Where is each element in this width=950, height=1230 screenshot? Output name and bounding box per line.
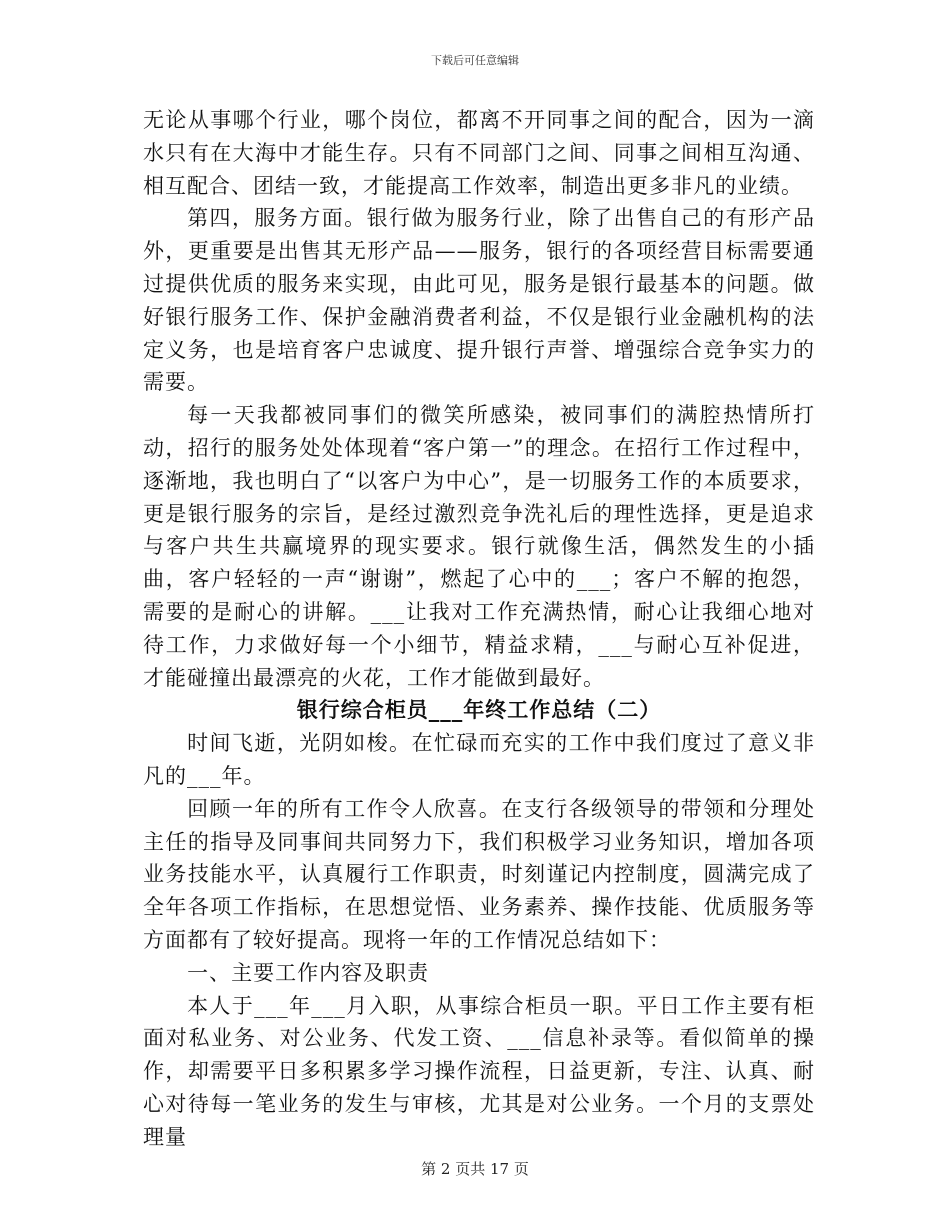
page-footer: 第 2 页共 17 页	[421, 1160, 529, 1178]
paragraph-time-flies: 时间飞逝，光阴如梭。在忙碌而充实的工作中我们度过了意义非凡的___年。	[143, 731, 815, 788]
document-body	[143, 104, 815, 1154]
section-heading-duties: 一、主要工作内容及职责	[187, 960, 430, 985]
paragraph-service: 第四，服务方面。银行做为服务行业，除了出售自己的有形产品外，更重要是出售其无形产品——服务，银行的各项经营目标需要通过提供优质的服务来实现，由此可见，服务是银行最基本的问题。做好银行服务工作、保护金融消费者利益，不仅是银行业金融机构的法定义务，也是培育客户忠诚度、提升银行声誉、增强综合竞争实力的需要。	[143, 206, 815, 395]
paragraph-teamwork: 无论从事哪个行业，哪个岗位，都离不开同事之间的配合，因为一滴水只有在大海中才能生存。只有不同部门之间、同事之间相互沟通、相互配合、团结一致，才能提高工作效率，制造出更多非凡的业绩。	[143, 108, 815, 198]
paragraph-review: 回顾一年的所有工作令人欣喜。在支行各级领导的带领和分理处主任的指导及同事间共同努力下，我们积极学习业务知识，增加各项业务技能水平，认真履行工作职责，时刻谨记内控制度，圆满完成了全年各项工作指标，在思想觉悟、业务素养、操作技能、优质服务等方面都有了较好提高。现将一年的工作情况总结如下：	[143, 796, 815, 952]
section-title: 银行综合柜员___年终工作总结（二）	[296, 698, 662, 723]
page-header: 下载后可任意编辑	[431, 54, 519, 67]
paragraph-duties: 本人于___年___月入职，从事综合柜员一职。平日工作主要有柜面对私业务、对公业务、代发工资、___信息补录等。看似简单的操作，却需要平日多积累多学习操作流程，日益更新，专注、认真、耐心对待每一笔业务的发生与审核，尤其是对公业务。一个月的支票处理量	[143, 993, 815, 1149]
paragraph-customer-first: 每一天我都被同事们的微笑所感染，被同事们的满腔热情所打动，招行的服务处处体现着“客户第一”的理念。在招行工作过程中，逐渐地，我也明白了“以客户为中心”，是一切服务工作的本质要求，更是银行服务的宗旨，是经过激烈竞争洗礼后的理性选择，更是追求与客户共生共赢境界的现实要求。银行就像生活，偶然发生的小插曲，客户轻轻的一声“谢谢”，燃起了心中的___；客户不解的抱怨，需要的是耐心的讲解。___让我对工作充满热情，耐心让我细心地对待工作，力求做好每一个小细节，精益求精，___与耐心互补促进，才能碰撞出最漂亮的火花，工作才能做到最好。	[143, 403, 815, 690]
